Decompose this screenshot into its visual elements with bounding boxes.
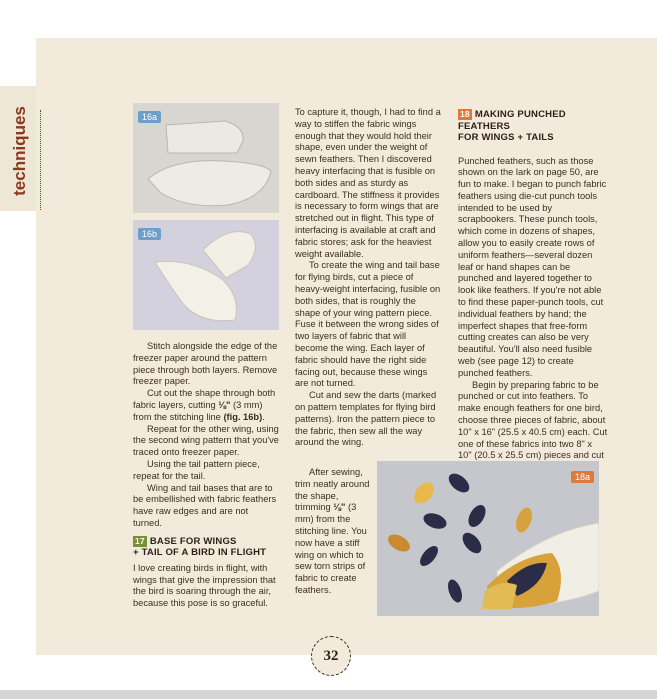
paragraph: Begin by preparing fabric to be punched or cut into feathers. To make enough feathers for one bird, choose three pieces of fabric, about 10" x 16" (25.5 x 40.5 cm) each. Cut one of these fabrics into two 8" x 10" (20.5 x 25.5 cm) pieces and cut <box>458 379 608 461</box>
column-2 <box>295 107 441 449</box>
section-label-text: techniques <box>10 106 29 196</box>
paragraph: After sewing, trim neatly around the shape, trimming ⅛" (3 mm) from the stitching line. You now have a stiff wing on which to sew torn strips of fabric to create feathers. <box>295 467 370 595</box>
column-1 <box>133 341 279 610</box>
photo-16b <box>133 220 279 330</box>
paragraph: Wing and tail bases that are to be embellished with fabric feathers have raw edges and are not turned. <box>133 482 277 528</box>
viewer-bottom-bar <box>0 690 657 699</box>
section-label <box>3 96 33 206</box>
column-2-wrap <box>295 467 373 597</box>
paragraph: To create the wing and tail base for flying birds, cut a piece of heavy-weight interfacing, fusible on both sides, that is roughly the shape of your wing pattern piece. Fuse it between the wrong sides of two layers of fabric that will become the wing. Each layer of fabric should have the right side facing out, because these wings are not turned. <box>295 260 441 389</box>
paragraph: Punched feathers, such as those shown on the lark on page 50, are fun to make. I began to punch fabric feathers using die-cut punch tools intended to be used by scrapbookers. These punch tools, which come in dozens of shapes, allow you to easily create rows of uniform feathers—several dozen leaf or hand shapes can be punched and layered together to look like feathers. If you're not able to find these paper-punch tools, cut individual feathers by hand; the imperfect shapes that free-form cutting creates can also be very beautiful. You'll also need fusible web (see page 12) to create punched feathers. <box>458 155 607 378</box>
section-number-badge: 18 <box>460 109 470 119</box>
page-number: 32 <box>311 636 351 676</box>
section-divider <box>40 110 41 210</box>
photo-16a-label: 16a <box>138 111 161 123</box>
photo-16a <box>133 103 279 213</box>
column-3 <box>458 109 608 474</box>
photo-18a-label: 18a <box>571 471 594 483</box>
photo-16b-label: 16b <box>138 228 161 240</box>
paragraph: Cut out the shape through both fabric layers, cutting ⅛" (3 mm) from the stitching line (fig. 16b). <box>133 388 276 422</box>
paragraph: Cut and sew the darts (marked on pattern templates for flying bird patterns). Iron the pattern piece to the fabric, then sew all the way around the wing. <box>295 390 437 448</box>
photo-18a-image <box>377 461 599 616</box>
paragraph: Using the tail pattern piece, repeat for the tail. <box>133 458 260 481</box>
paragraph: I love creating birds in flight, with wings that give the impression that the bird is soaring through the air, because this pose is so graceful. <box>133 562 276 609</box>
paragraph: To capture it, though, I had to find a way to stiffen the fabric wings enough that they would hold their shape, even under the weight of sewn feathers. Then I discovered heavy interfacing that is fusible on both sides and as sturdy as cardboard. The stiffness it provides is necessary to form wings that are stretched out in flight. This type of interfacing is available at craft and fabric stores; ask for the heaviest weight available. <box>295 107 441 259</box>
section-heading-18: 18 MAKING PUNCHED FEATHERS FOR WINGS + TAILS <box>458 109 566 143</box>
section-heading-17: 17 BASE FOR WINGS + TAIL OF A BIRD IN FLIGHT <box>133 535 267 559</box>
photo-18a <box>377 461 599 616</box>
paragraph: Stitch alongside the edge of the freezer paper around the pattern piece through both layers. Remove freezer paper. <box>133 341 278 387</box>
section-number-badge: 17 <box>135 535 145 546</box>
paragraph: Repeat for the other wing, using the second wing pattern that you've traced onto freezer paper. <box>133 423 279 458</box>
